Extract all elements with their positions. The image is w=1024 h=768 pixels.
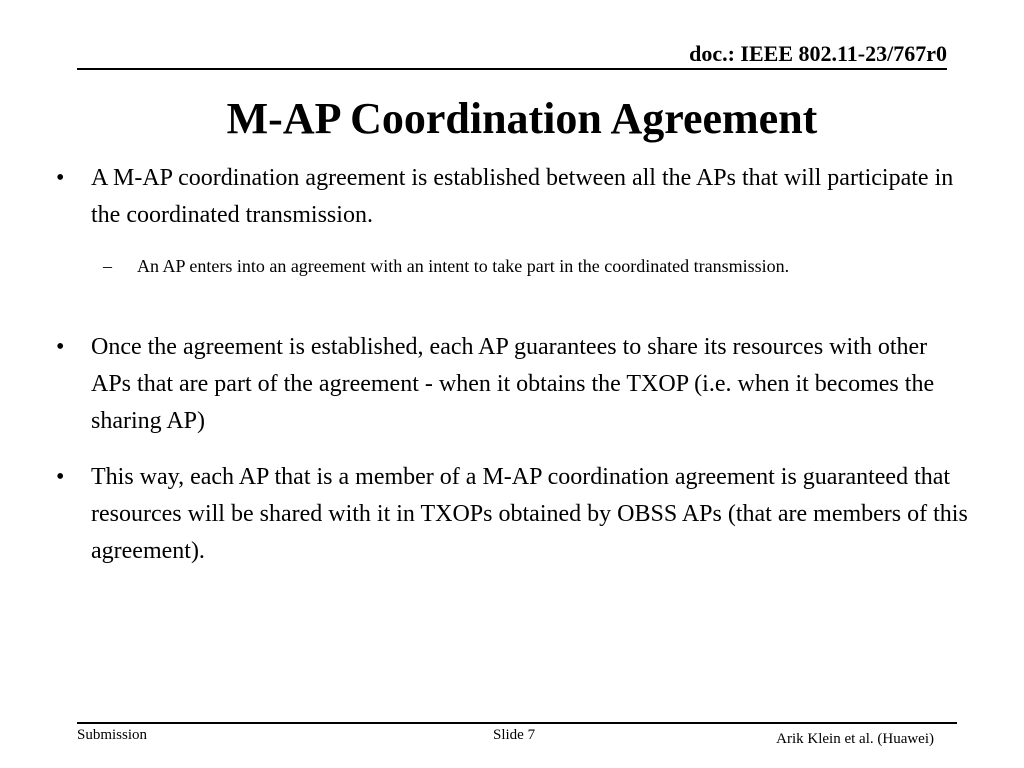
bullet-text: Once the agreement is established, each AP guarantees to share its resources with other APs that are part of the agreement - when it obtains the TXOP (i.e. when it becomes the sharing AP) — [91, 334, 935, 434]
bullet-text: This way, each AP that is a member of a M-AP coordination agreement is guaranteed that resources will be shared with it in TXOPs obtained by OBSS APs (that are members of this agreement). — [91, 464, 968, 564]
header-divider — [77, 68, 947, 70]
footer-submission: Submission — [77, 727, 148, 743]
sub-bullet-item — [103, 251, 937, 281]
bullet-item — [56, 160, 971, 234]
sub-bullet-marker: – — [103, 256, 112, 276]
footer-divider — [77, 722, 957, 724]
bullet-marker: • — [56, 165, 65, 191]
bullet-marker: • — [56, 334, 65, 360]
bullet-text: A M-AP coordination agreement is established between all the APs that will participate in the coordinated transmission. — [91, 165, 954, 228]
slide-title: M-AP Coordination Agreement — [226, 94, 818, 143]
bullet-item — [56, 459, 971, 570]
footer-slide-number: Slide 7 — [493, 727, 536, 743]
footer-author: Arik Klein et al. (Huawei) — [776, 731, 934, 747]
sub-bullet-text: An AP enters into an agreement with an intent to take part in the coordinated transmission. — [137, 256, 790, 276]
bullet-marker: • — [56, 464, 65, 490]
document-id: doc.: IEEE 802.11-23/767r0 — [689, 41, 947, 66]
bullet-item — [56, 329, 971, 440]
